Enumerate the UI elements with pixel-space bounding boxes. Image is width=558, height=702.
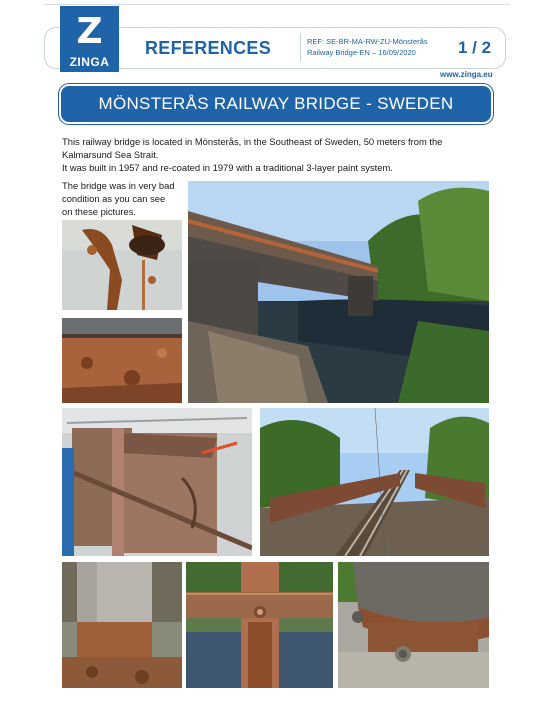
title-banner [59,84,493,124]
photo-bolted-bracing [186,562,333,688]
photo-railway-tracks [260,408,489,556]
top-rule [44,4,510,5]
caption-line: condition as you can see [62,193,166,204]
intro-line: This railway bridge is located in Mönsterås, in the Southeast of Sweden, 50 meters from the [62,136,443,147]
photo-rusty-beam [62,318,182,403]
photo-bridge-river [188,181,489,403]
caption-line: The bridge was in very bad [62,180,175,191]
photo-caption [62,179,187,218]
photo-column-base [62,562,182,688]
section-title: REFERENCES [145,38,272,58]
intro-line: It was built in 1957 and re-coated in 1979 with a traditional 3-layer paint system. [62,162,393,173]
intro-line: Kalmarsund Sea Strait. [62,149,159,160]
intro-paragraph [62,135,502,174]
page-title: MÖNSTERÅS RAILWAY BRIDGE - SWEDEN [98,94,454,113]
photo-corroded-girders [62,408,252,556]
reference-date: Railway Bridge-EN – 16/09/2020 [307,48,416,57]
logo-wordmark: ZINGA [69,55,110,69]
zinga-logo [60,6,119,72]
page-number: 1 / 2 [458,38,492,57]
reference-meta [307,36,428,58]
reference-code: REF: SE-BR-MA-RW-ZU-Mönsterås [307,37,428,46]
photo-bridge-bearing [338,562,489,688]
photo-rust-closeup [62,220,182,310]
header-divider [300,33,301,61]
website-link[interactable]: www.zinga.eu [440,70,493,79]
logo-mark: Z [76,11,103,52]
caption-line: on these pictures. [62,206,137,217]
